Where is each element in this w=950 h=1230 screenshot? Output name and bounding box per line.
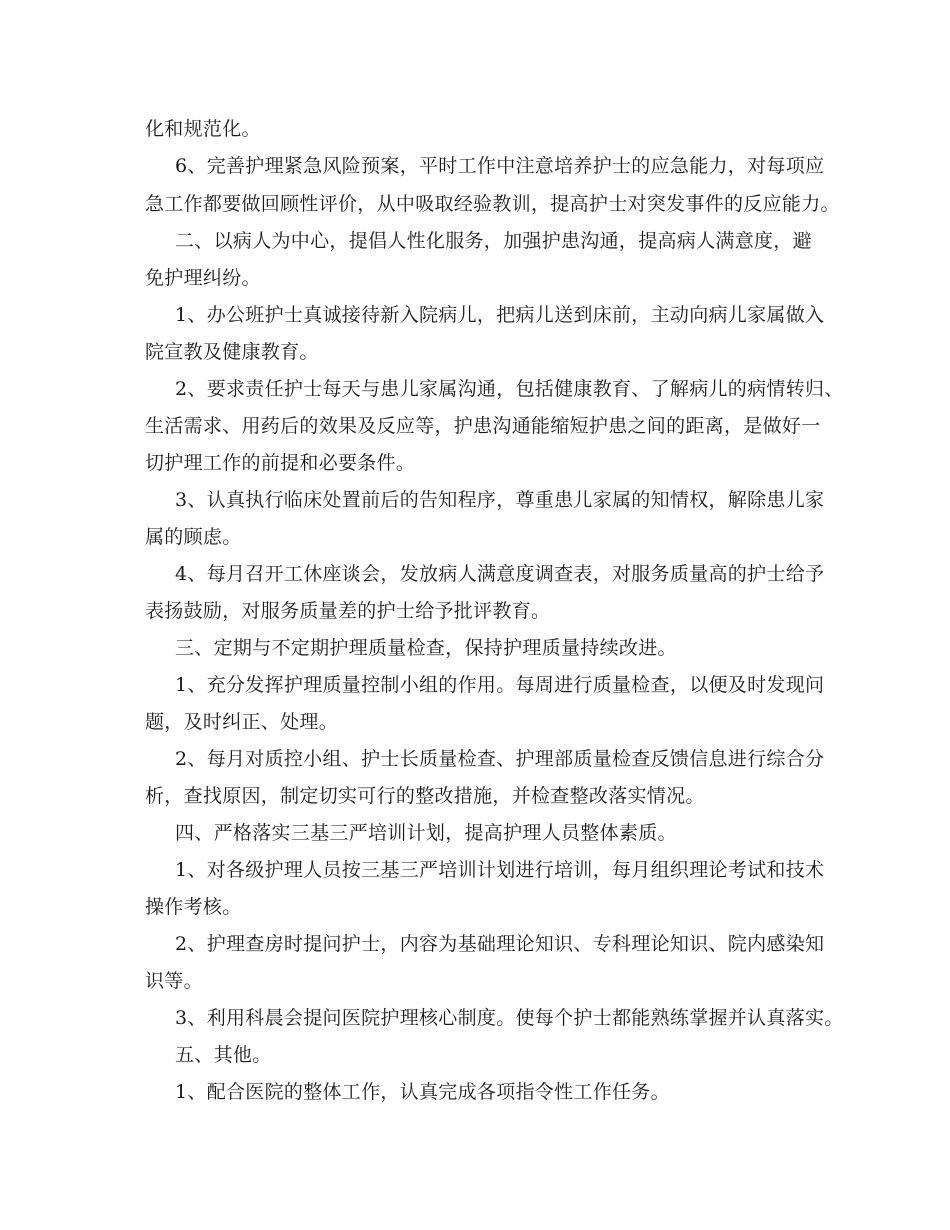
text-line: 免护理纠纷。 (145, 267, 261, 289)
text-line: 五、其他。 (175, 1044, 272, 1066)
text-line: 二、以病人为中心，提倡人性化服务，加强护患沟通，提高病人满意度，避 (175, 230, 812, 252)
text-line: 三、定期与不定期护理质量检查，保持护理质量持续改进。 (175, 637, 677, 659)
text-line: 4、每月召开工休座谈会，发放病人满意度调查表，对服务质量高的护士给予 (175, 563, 825, 585)
text-line: 属的顾虑。 (145, 526, 242, 548)
text-line: 1、充分发挥护理质量控制小组的作用。每周进行质量检查，以便及时发现问 (175, 674, 825, 696)
text-line: 1、对各级护理人员按三基三严培训计划进行培训，每月组织理论考试和技术 (175, 859, 825, 881)
text-line: 生活需求、用药后的效果及反应等，护患沟通能缩短护患之间的距离，是做好一 (145, 415, 821, 437)
text-line: 切护理工作的前提和必要条件。 (145, 452, 416, 474)
text-line: 2、护理查房时提问护士，内容为基础理论知识、专科理论知识、院内感染知 (175, 933, 825, 955)
text-line: 识等。 (145, 970, 203, 992)
text-line: 化和规范化。 (145, 118, 261, 140)
text-line: 3、利用科晨会提问医院护理核心制度。使每个护士都能熟练掌握并认真落实。 (175, 1007, 844, 1029)
text-line: 2、要求责任护士每天与患儿家属沟通，包括健康教育、了解病儿的病情转归、 (175, 378, 844, 400)
text-line: 6、完善护理紧急风险预案，平时工作中注意培养护士的应急能力，对每项应 (175, 155, 825, 177)
text-line: 题，及时纠正、处理。 (145, 711, 339, 733)
text-line: 3、认真执行临床处置前后的告知程序，尊重患儿家属的知情权，解除患儿家 (175, 489, 825, 511)
text-line: 1、配合医院的整体工作，认真完成各项指令性工作任务。 (175, 1081, 670, 1103)
text-line: 表扬鼓励，对服务质量差的护士给予批评教育。 (145, 600, 551, 622)
text-line: 院宣教及健康教育。 (145, 341, 319, 363)
text-line: 急工作都要做回顾性评价，从中吸取经验教训，提高护士对突发事件的反应能力。 (145, 193, 840, 215)
text-line: 四、严格落实三基三严培训计划，提高护理人员整体素质。 (175, 822, 677, 844)
text-line: 析，查找原因，制定切实可行的整改措施，并检查整改落实情况。 (145, 785, 705, 807)
text-line: 1、办公班护士真诚接待新入院病儿，把病儿送到床前，主动向病儿家属做入 (175, 304, 825, 326)
text-line: 操作考核。 (145, 896, 242, 918)
text-line: 2、每月对质控小组、护士长质量检查、护理部质量检查反馈信息进行综合分 (175, 748, 825, 770)
